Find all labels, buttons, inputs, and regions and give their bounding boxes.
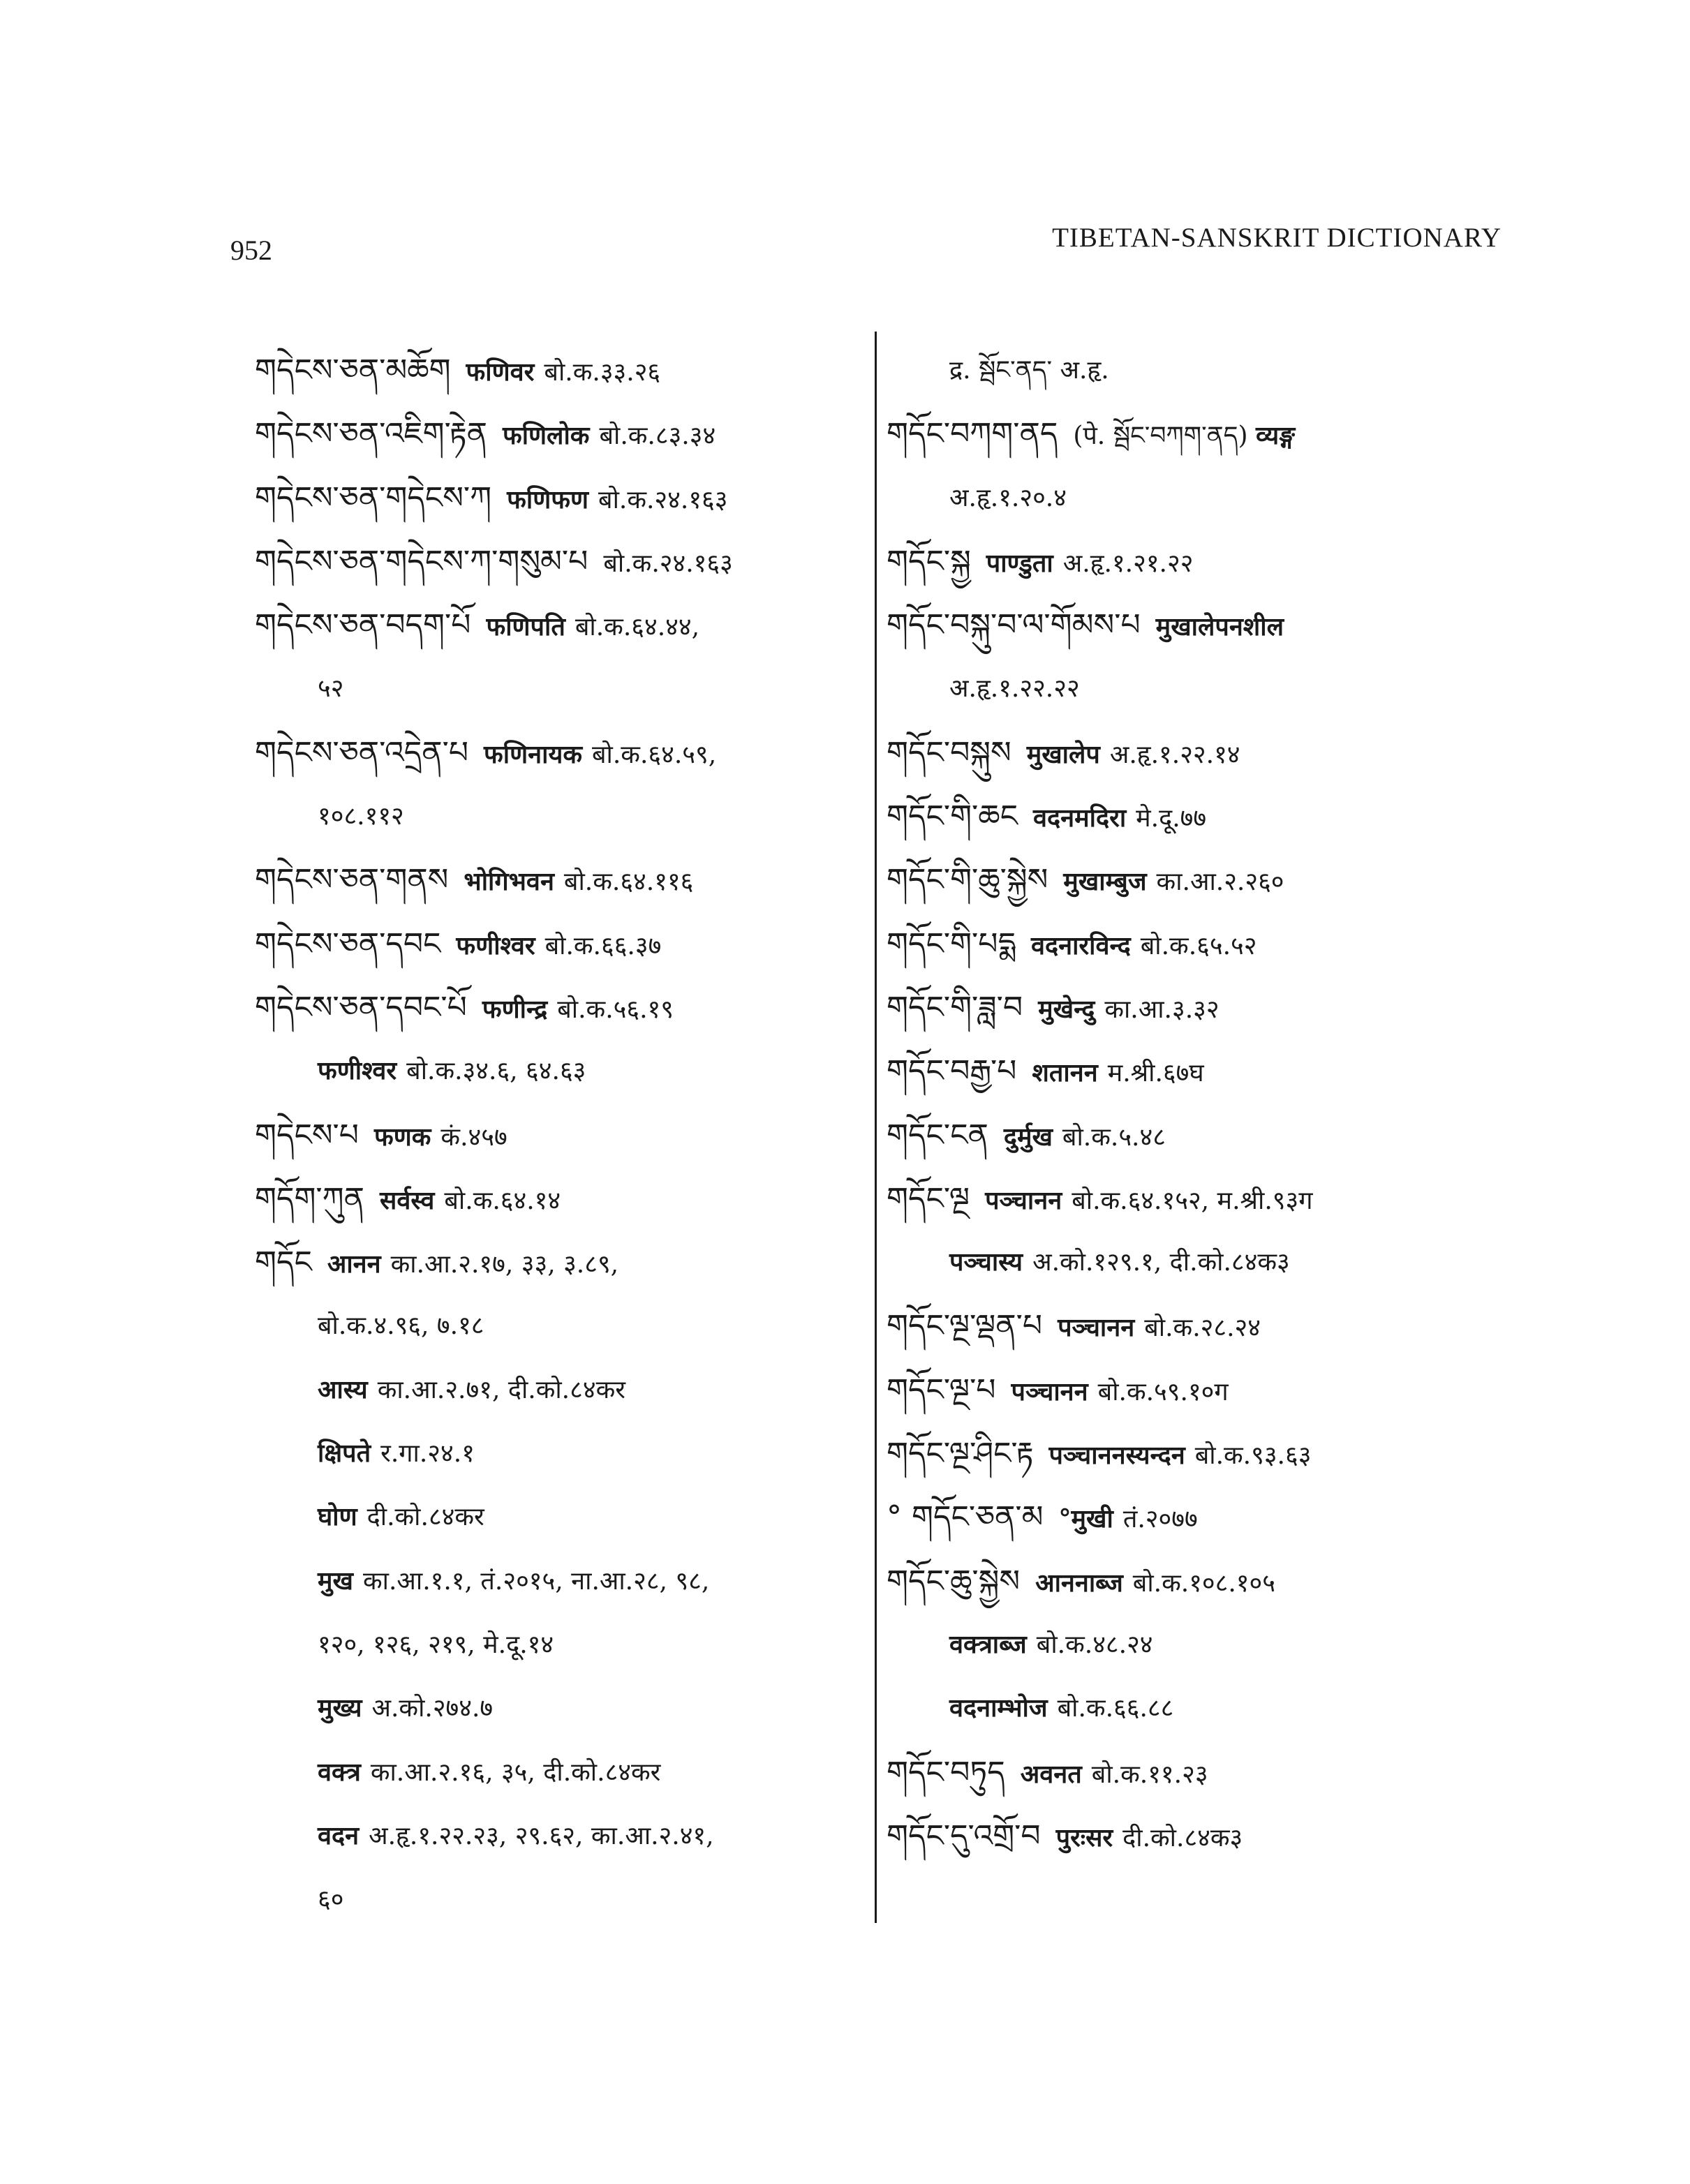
sanskrit-equivalent: क्षिपते	[318, 1439, 371, 1469]
tibetan-headword: གདེངས་ཅན་དབང	[255, 926, 441, 962]
source-reference: बो.क.३४.६, ६४.६३	[406, 1057, 586, 1086]
dictionary-line	[887, 1550, 1515, 1613]
sanskrit-equivalent: मुख	[318, 1566, 353, 1596]
dictionary-line	[255, 912, 869, 976]
tibetan-headword: གདེངས་ཅན་གདེངས་ཀ	[255, 480, 492, 516]
source-reference: बो.क.५.४८	[1062, 1122, 1166, 1152]
sanskrit-equivalent: पाण्डुता	[986, 548, 1053, 578]
sanskrit-equivalent: फणिलोक	[502, 421, 590, 451]
source-reference: बो.क.२४.१६३	[603, 549, 733, 578]
dictionary-line	[255, 1868, 869, 1931]
source-reference: बो.क.६६.३७	[544, 931, 662, 960]
column-divider	[875, 332, 877, 1923]
tibetan-headword: གདོང་ལྔ་པ	[887, 1372, 996, 1408]
sanskrit-equivalent: पञ्चास्य	[949, 1247, 1023, 1277]
source-reference: म.श्री.६७घ	[1107, 1059, 1204, 1088]
dictionary-line	[887, 1231, 1515, 1294]
running-head: TIBETAN-SANSKRIT DICTIONARY	[1052, 223, 1502, 253]
dictionary-line	[887, 1613, 1515, 1677]
sanskrit-equivalent: पञ्चानन	[1011, 1376, 1088, 1406]
source-reference: (पे. སྦོང་བཀག་ནད)	[1073, 422, 1256, 451]
source-reference: बो.क.५९.१०ग	[1097, 1377, 1229, 1406]
dictionary-line	[255, 1358, 869, 1422]
dictionary-line	[887, 466, 1515, 530]
source-reference: बो.क.२४.१६३	[598, 485, 728, 514]
sanskrit-equivalent: मुखेन्दु	[1038, 994, 1095, 1024]
tibetan-headword: གདོང་ལྔ	[887, 1180, 970, 1217]
sanskrit-equivalent: फणिफण	[507, 484, 589, 514]
dictionary-line	[255, 976, 869, 1039]
sanskrit-equivalent: मुख्य	[318, 1693, 362, 1723]
dictionary-line	[255, 848, 869, 912]
sanskrit-equivalent: वदनमदिरा	[1033, 803, 1127, 833]
tibetan-headword: གདོང་དུ་འགྲོ་བ	[887, 1818, 1041, 1854]
dictionary-line	[887, 593, 1515, 657]
dictionary-line	[255, 1550, 869, 1613]
dictionary-line	[255, 593, 869, 657]
dictionary-line	[255, 721, 869, 785]
source-reference: बो.क.६४.११६	[563, 868, 694, 897]
sanskrit-equivalent: भोगिभवन	[464, 867, 554, 897]
source-reference: बो.क.४८.२४	[1036, 1630, 1153, 1659]
dictionary-line	[887, 1294, 1515, 1358]
source-reference: बो.क.८३.३४	[599, 422, 716, 451]
source-reference: १२०, १२६, २१९, मे.दू.१४	[318, 1630, 554, 1659]
dictionary-line	[255, 402, 869, 466]
tibetan-headword: གདེངས་ཅན་མཆོག	[255, 352, 451, 388]
left-column	[255, 339, 869, 1931]
dictionary-line	[887, 339, 1515, 402]
source-reference: का.आ.१.१, तं.२०१५, ना.आ.२८, ९८,	[362, 1566, 710, 1596]
source-reference: बो.क.६४.५९,	[591, 740, 717, 769]
sanskrit-equivalent: फणिवर	[466, 357, 535, 387]
sanskrit-equivalent: दुर्मुख	[1003, 1122, 1053, 1152]
dictionary-line	[255, 1422, 869, 1485]
dictionary-line	[255, 1104, 869, 1167]
dictionary-line	[887, 1677, 1515, 1740]
sanskrit-equivalent: मुखालेप	[1026, 739, 1100, 769]
dictionary-line	[255, 1167, 869, 1231]
sanskrit-equivalent: पुरःसर	[1055, 1822, 1113, 1852]
tibetan-headword: གདེངས་ཅན་གནས	[255, 862, 449, 898]
source-reference: बो.क.९३.६३	[1194, 1441, 1312, 1471]
page-number: 952	[230, 235, 272, 266]
dictionary-line	[255, 657, 869, 720]
source-reference: का.आ.२.१७, ३३, ३.८९,	[390, 1250, 619, 1279]
source-reference: दी.को.८४कर	[366, 1503, 484, 1532]
tibetan-headword: གདོང་བསྐུས	[887, 734, 1011, 771]
tibetan-headword: གདོང་སྐྱ	[887, 543, 971, 579]
tibetan-headword: གདོང་ཆུ་སྐྱེས	[887, 1563, 1021, 1599]
dictionary-line	[887, 1422, 1515, 1485]
source-reference: अ.हृ.१.२२.२३, २९.६२, का.आ.२.४१,	[369, 1821, 714, 1850]
source-reference: का.आ.२.१६, ३५, दी.को.८४कर	[370, 1758, 661, 1787]
dictionary-line	[255, 530, 869, 593]
sanskrit-equivalent: फणक	[373, 1122, 431, 1152]
source-reference: बो.क.६५.५२	[1140, 931, 1257, 960]
tibetan-headword: གདོག་ཀུན	[255, 1180, 364, 1217]
source-reference: तं.२०७७	[1122, 1505, 1198, 1534]
sanskrit-equivalent: फणिपति	[486, 612, 565, 642]
tibetan-headword: གདོང	[255, 1245, 312, 1281]
tibetan-headword: གདོང་གི་ཟླ་བ	[887, 989, 1023, 1025]
dictionary-line	[887, 1104, 1515, 1167]
tibetan-headword: གདོང་གི་ཆང	[887, 798, 1018, 835]
sanskrit-equivalent: वक्त्राब्ज	[949, 1629, 1027, 1659]
sanskrit-equivalent: आस्य	[318, 1374, 368, 1404]
sanskrit-equivalent: पञ्चानन	[1058, 1313, 1135, 1343]
tibetan-headword: གདོང་གི་ཆུ་སྐྱེས	[887, 862, 1048, 898]
source-reference: का.आ.२.७१, दी.को.८४कर	[377, 1375, 625, 1404]
sanskrit-equivalent: वदनारविन्द	[1030, 930, 1131, 960]
dictionary-line	[255, 1294, 869, 1358]
dictionary-line	[887, 1804, 1515, 1868]
sanskrit-equivalent: फणिनायक	[484, 739, 582, 769]
source-reference: बो.क.६४.१५२, म.श्री.९३ग	[1072, 1186, 1313, 1215]
sanskrit-equivalent: आननाब्ज	[1035, 1568, 1123, 1598]
dictionary-line	[255, 1677, 869, 1740]
source-reference: अ.हृ.१.२२.२२	[949, 674, 1080, 704]
source-reference: बो.क.६४.४४,	[575, 613, 700, 642]
sanskrit-equivalent: सर्वस्व	[380, 1185, 435, 1215]
source-reference: बो.क.३३.२६	[544, 358, 661, 387]
dictionary-line	[255, 1741, 869, 1804]
source-reference: का.आ.२.२६०	[1156, 868, 1284, 897]
sanskrit-equivalent: फणीश्वर	[456, 930, 535, 960]
source-reference: बो.क.६६.८८	[1057, 1694, 1174, 1723]
source-reference: ६०	[318, 1885, 344, 1915]
sanskrit-equivalent: वक्त्र	[318, 1757, 361, 1787]
source-reference: अ.हृ.१.२२.१४	[1109, 740, 1240, 769]
sanskrit-equivalent: वदन	[318, 1820, 360, 1850]
tibetan-headword: གདེངས་ཅན་འདྲེན་པ	[255, 734, 469, 771]
dictionary-line	[887, 1167, 1515, 1231]
sanskrit-equivalent: मुखालेपनशील	[1155, 612, 1284, 642]
dictionary-line	[255, 1039, 869, 1103]
dictionary-line	[255, 1804, 869, 1868]
sanskrit-equivalent: आनन	[327, 1249, 381, 1279]
dictionary-line	[887, 657, 1515, 720]
dictionary-line	[887, 976, 1515, 1039]
tibetan-headword: གདོང་གི་པདྨ	[887, 926, 1016, 962]
source-reference: बो.क.१०८.१०५	[1132, 1568, 1275, 1598]
dictionary-line	[887, 1741, 1515, 1804]
dictionary-line	[255, 1231, 869, 1294]
source-reference: अ.को.२७४.७	[371, 1694, 494, 1723]
source-reference: १०८.११२	[318, 802, 404, 831]
source-reference: मे.दू.७७	[1136, 804, 1207, 833]
sanskrit-equivalent: पञ्चाननस्यन्दन	[1048, 1441, 1185, 1471]
source-reference: का.आ.३.३२	[1104, 995, 1220, 1024]
source-reference: कं.४५७	[440, 1122, 507, 1152]
right-column	[887, 339, 1515, 1868]
sanskrit-equivalent: घोण	[318, 1502, 357, 1532]
source-reference: र.गा.२४.१	[380, 1439, 475, 1469]
tibetan-headword: ° གདོང་ཅན་མ	[887, 1499, 1044, 1536]
source-reference: अ.को.१२९.१, दी.को.८४क३	[1032, 1248, 1290, 1277]
sanskrit-equivalent: फणीन्द्र	[482, 994, 548, 1024]
tibetan-headword: གདོང་བཀག་ནད	[887, 416, 1058, 452]
tibetan-headword: གདོང་བསྐུ་བ་ལ་གོམས་པ	[887, 607, 1141, 644]
source-reference: बो.क.६४.१४	[444, 1186, 561, 1215]
source-reference: अ.हृ.१.२१.२२	[1062, 549, 1194, 578]
source-reference: ५२	[318, 674, 344, 704]
dictionary-line	[255, 339, 869, 402]
sanskrit-equivalent: वदनाम्भोज	[949, 1693, 1048, 1723]
dictionary-line	[887, 1358, 1515, 1422]
tibetan-headword: གདོང་ལྔ་ལྡན་པ	[887, 1308, 1043, 1344]
dictionary-line	[887, 848, 1515, 912]
sanskrit-equivalent: मुखाम्बुज	[1063, 867, 1147, 897]
sanskrit-equivalent: शतानन	[1032, 1058, 1098, 1088]
tibetan-headword: གདེངས་ཅན་བདག་པོ	[255, 607, 471, 644]
source-reference: बो.क.४.९६, ७.१८	[318, 1312, 484, 1341]
source-reference: बो.क.२८.२४	[1144, 1314, 1261, 1343]
dictionary-line	[887, 912, 1515, 976]
source-reference: द्र. སྦོང་ནད་ अ.हृ.	[949, 356, 1109, 385]
source-reference: बो.क.११.२३	[1091, 1760, 1208, 1789]
tibetan-headword: གདེངས་པ	[255, 1117, 359, 1153]
tibetan-headword: གདོང་ལྔ་ཤིང་རྟ	[887, 1436, 1034, 1472]
sanskrit-equivalent: °मुखी	[1058, 1504, 1113, 1534]
sanskrit-equivalent: व्यङ्ग	[1256, 421, 1295, 451]
dictionary-line	[887, 1485, 1515, 1549]
dictionary-line	[255, 466, 869, 530]
dictionary-line	[887, 402, 1515, 466]
dictionary-line	[887, 721, 1515, 785]
tibetan-headword: གདོང་ངན	[887, 1117, 988, 1153]
dictionary-line	[887, 785, 1515, 848]
dictionary-line	[255, 785, 869, 848]
tibetan-headword: གདེངས་ཅན་འཇིག་རྟེན	[255, 416, 487, 452]
tibetan-headword: གདེངས་ཅན་གདེངས་ཀ་གསུམ་པ	[255, 543, 588, 579]
sanskrit-equivalent: पञ्चानन	[985, 1185, 1062, 1215]
tibetan-headword: གདོང་བཏུད	[887, 1754, 1005, 1790]
sanskrit-equivalent: फणीश्वर	[318, 1056, 397, 1086]
tibetan-headword: གདོང་བརྒྱ་པ	[887, 1053, 1017, 1090]
source-reference: अ.हृ.१.२०.४	[949, 483, 1067, 512]
source-reference: दी.को.८४क३	[1122, 1823, 1243, 1852]
source-reference: बो.क.५६.१९	[557, 995, 674, 1024]
dictionary-line	[255, 1613, 869, 1677]
dictionary-line	[255, 1485, 869, 1549]
dictionary-line	[887, 530, 1515, 593]
tibetan-headword: གདེངས་ཅན་དབང་པོ	[255, 989, 467, 1025]
sanskrit-equivalent: अवनत	[1020, 1759, 1082, 1789]
dictionary-line	[887, 1039, 1515, 1103]
